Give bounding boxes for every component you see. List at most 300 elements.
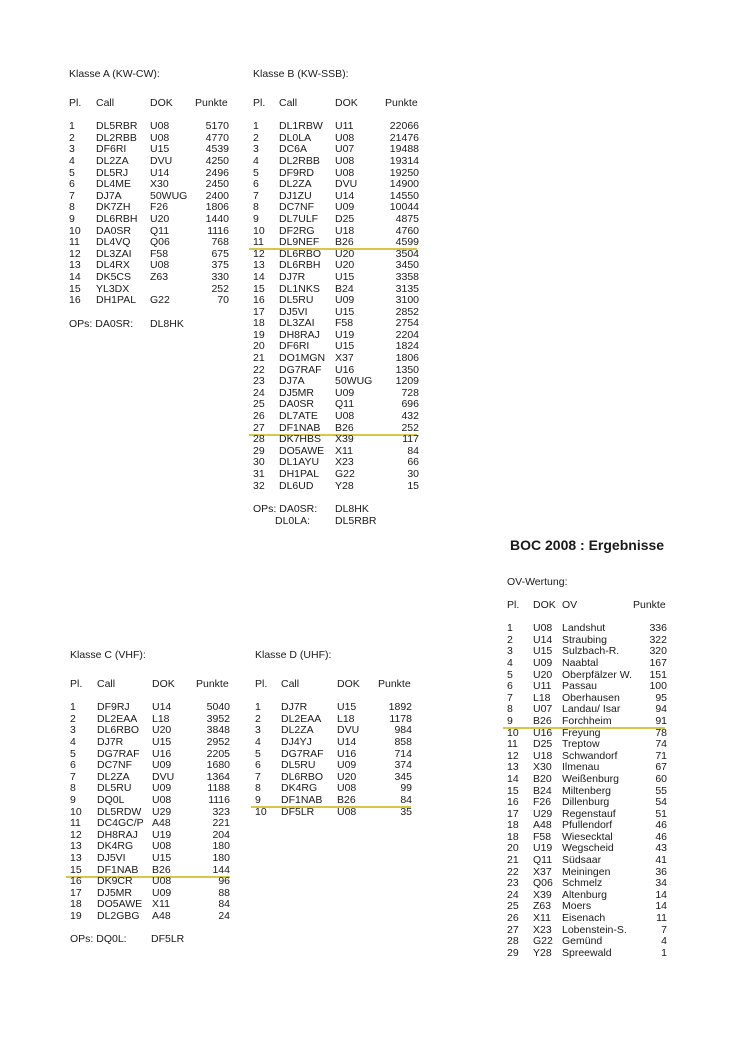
punkte-cell: 91 <box>655 714 667 727</box>
ops-label: OPs: DA0SR: <box>69 317 134 330</box>
place-cell: 9 <box>255 793 261 806</box>
place-cell: 3 <box>69 143 75 156</box>
call-cell: DL6UD <box>279 479 314 492</box>
place-cell: 8 <box>255 782 261 795</box>
dok-cell: X30 <box>150 178 169 191</box>
dok-cell: Q11 <box>533 854 553 867</box>
call-cell: DF1NAB <box>281 793 323 806</box>
dok-cell: U08 <box>152 875 172 888</box>
table-row <box>507 854 667 867</box>
table-row <box>69 294 229 307</box>
place-cell: Pl. <box>70 677 83 690</box>
place-cell: 12 <box>69 247 81 260</box>
punkte-cell: 46 <box>655 819 667 832</box>
dok-cell: X11 <box>152 898 170 911</box>
table-row <box>253 479 419 493</box>
call-cell: Call <box>279 96 298 109</box>
ov-cell: Ilmenau <box>562 761 600 774</box>
place-cell: 4 <box>253 154 259 167</box>
dok-cell: X37 <box>335 352 354 365</box>
dok-cell: U20 <box>335 247 355 260</box>
ov-cell: Freyung <box>562 726 601 739</box>
punkte-cell: 55 <box>655 784 667 797</box>
punkte-cell: 96 <box>218 875 230 888</box>
punkte-cell: 2450 <box>205 178 229 191</box>
dok-cell: U18 <box>533 749 553 762</box>
punkte-cell: 35 <box>400 805 412 818</box>
punkte-cell: 144 <box>212 863 230 876</box>
punkte-cell: 3358 <box>395 270 419 283</box>
punkte-cell: 696 <box>401 398 419 411</box>
table-row <box>253 270 419 284</box>
dok-cell: B20 <box>533 772 552 785</box>
punkte-cell: 94 <box>655 703 667 716</box>
place-cell: 4 <box>507 656 513 669</box>
place-cell: 17 <box>507 807 519 820</box>
ov-cell: Wegscheid <box>562 842 614 855</box>
dok-cell: U16 <box>533 726 553 739</box>
dok-cell: U08 <box>152 793 172 806</box>
klasse-c-table <box>70 649 230 946</box>
table-row <box>255 805 412 819</box>
dok-cell: DOK <box>150 96 173 109</box>
call-cell: DL2EAA <box>281 712 322 725</box>
ov-cell: Dillenburg <box>562 796 610 809</box>
ov-cell: Moers <box>562 900 592 913</box>
table-row <box>255 759 412 772</box>
call-cell: DL5RU <box>279 294 314 307</box>
dok-cell: DVU <box>335 178 358 191</box>
table-row <box>70 909 230 923</box>
table-row <box>253 352 419 365</box>
punkte-cell: 74 <box>655 738 667 751</box>
ov-cell: OV <box>562 598 578 611</box>
call-cell: DC4GC/P <box>97 817 144 830</box>
punkte-cell: 7 <box>661 923 667 936</box>
dok-cell: U19 <box>152 828 172 841</box>
punkte-cell: 51 <box>655 807 667 820</box>
place-cell: 7 <box>70 770 76 783</box>
place-cell: 7 <box>255 770 261 783</box>
dok-cell: U29 <box>152 805 172 818</box>
place-cell: 7 <box>69 189 75 202</box>
punkte-cell: 100 <box>649 680 667 693</box>
punkte-cell: 322 <box>649 633 667 646</box>
call-cell: DL7ATE <box>279 410 318 423</box>
dok-cell: A48 <box>152 817 171 830</box>
call-cell: DL1AYU <box>279 456 320 469</box>
call-cell: DF2RG <box>279 224 315 237</box>
table-row <box>507 772 667 786</box>
punkte-cell: 1116 <box>207 224 229 237</box>
table-row <box>507 680 667 693</box>
dok-cell: X30 <box>533 761 552 774</box>
place-cell: 28 <box>507 935 519 948</box>
dok-cell: X23 <box>335 456 354 469</box>
punkte-cell: 5040 <box>206 701 230 714</box>
table-header <box>507 598 666 612</box>
punkte-cell: 3100 <box>395 294 419 307</box>
call-cell: DJ7R <box>279 270 306 283</box>
punkte-cell: 84 <box>218 898 230 911</box>
table-row <box>507 714 667 728</box>
dok-cell: X39 <box>533 888 552 901</box>
punkte-cell: 88 <box>218 886 230 899</box>
table-row <box>507 912 667 925</box>
punkte-cell: 70 <box>217 294 229 307</box>
call-cell: DC7NF <box>279 201 315 214</box>
ops-label: OPs: DA0SR: <box>253 503 318 516</box>
punkte-cell: 66 <box>407 456 419 469</box>
ops-line <box>69 317 184 331</box>
place-cell: 11 <box>69 236 80 249</box>
place-cell: 20 <box>253 340 265 353</box>
place-cell: 32 <box>253 479 265 492</box>
dok-cell: U09 <box>335 386 355 399</box>
klasse-a-table <box>69 68 229 330</box>
place-cell: 13 <box>507 761 519 774</box>
call-cell: DL2ZA <box>279 178 312 191</box>
punkte-cell: 221 <box>212 817 230 830</box>
call-cell: DL4VQ <box>96 236 131 249</box>
punkte-cell: 4250 <box>205 154 229 167</box>
dok-cell: U08 <box>335 166 355 179</box>
punkte-cell: 345 <box>394 770 412 783</box>
place-cell: 6 <box>69 178 75 191</box>
dok-cell: G22 <box>335 468 355 480</box>
dok-cell: L18 <box>337 712 355 725</box>
punkte-cell: 2952 <box>206 735 230 748</box>
punkte-header: Punkte <box>385 96 418 109</box>
punkte-cell: 180 <box>212 840 230 853</box>
place-cell: 3 <box>253 143 259 156</box>
dok-cell: U14 <box>150 166 170 179</box>
dok-cell: U16 <box>335 363 355 376</box>
results-title: BOC 2008 : Ergebnisse <box>510 537 665 553</box>
place-cell: 2 <box>69 131 75 144</box>
call-cell: DK7HBS <box>279 433 322 446</box>
place-cell: 16 <box>507 796 519 809</box>
place-cell: 18 <box>507 830 519 843</box>
ops-line <box>70 933 185 946</box>
punkte-header: Punkte <box>633 598 666 611</box>
place-cell: Pl. <box>507 598 520 611</box>
place-cell: 27 <box>253 421 265 434</box>
ov-cell: Miltenberg <box>562 784 612 797</box>
punkte-header: Punkte <box>195 96 228 109</box>
place-cell: 17 <box>70 886 82 899</box>
dok-cell: B24 <box>533 784 552 797</box>
dok-cell: U15 <box>335 270 355 283</box>
dok-cell: X11 <box>335 444 353 457</box>
table-row <box>69 178 229 191</box>
punkte-cell: 4539 <box>205 143 229 156</box>
ov-cell: Gemünd <box>562 935 603 948</box>
call-cell: DF6RI <box>96 143 127 156</box>
place-cell: 11 <box>70 817 81 830</box>
dok-cell: B24 <box>335 282 354 295</box>
place-cell: Pl. <box>69 96 82 109</box>
dok-cell: DOK <box>533 598 556 611</box>
punkte-cell: 768 <box>211 236 229 249</box>
dok-cell: F26 <box>533 796 552 809</box>
dok-cell: U20 <box>335 259 355 272</box>
dok-cell: DVU <box>337 724 360 737</box>
call-cell: DL4ME <box>96 178 132 191</box>
place-cell: Pl. <box>255 677 268 690</box>
place-cell: 6 <box>255 759 261 772</box>
place-cell: 4 <box>70 735 76 748</box>
punkte-cell: 2204 <box>395 328 419 341</box>
dok-cell: U20 <box>150 212 170 225</box>
punkte-cell: 14 <box>655 888 667 901</box>
place-cell: 22 <box>253 363 265 376</box>
punkte-cell: 252 <box>401 421 419 434</box>
punkte-cell: 15 <box>407 479 419 492</box>
punkte-cell: 858 <box>394 735 412 748</box>
place-cell: 12 <box>253 247 265 260</box>
punkte-cell: 4760 <box>395 224 419 237</box>
punkte-cell: 330 <box>211 270 229 283</box>
place-cell: 11 <box>253 236 264 249</box>
dok-cell: L18 <box>152 712 170 725</box>
call-cell: DA0SR <box>279 398 315 411</box>
place-cell: 13 <box>69 259 81 272</box>
call-cell: DC6A <box>279 143 308 156</box>
dok-cell: Q11 <box>150 224 170 237</box>
place-cell: 2 <box>255 712 261 725</box>
ov-cell: Schwandorf <box>562 749 618 762</box>
dok-cell: Z63 <box>533 900 552 913</box>
dok-cell: U08 <box>152 840 172 853</box>
table-header <box>69 96 228 110</box>
call-cell: DJ7R <box>97 735 124 748</box>
dok-cell: U14 <box>152 701 172 714</box>
table-row <box>70 851 230 865</box>
call-cell: DJ4YJ <box>281 735 312 748</box>
place-cell: 16 <box>253 294 265 307</box>
call-cell: DC7NF <box>97 759 133 772</box>
call-cell: DL5RDW <box>97 805 142 818</box>
call-cell: DL6RBH <box>279 259 321 272</box>
call-cell: Call <box>97 677 116 690</box>
punkte-cell: 4 <box>661 935 667 948</box>
table-row <box>507 738 667 751</box>
punkte-cell: 67 <box>655 761 667 774</box>
call-cell: DJ5VI <box>279 305 308 318</box>
place-cell: 23 <box>507 877 519 890</box>
call-cell: DJ5VI <box>97 851 126 864</box>
call-cell: DL6RBO <box>97 724 140 737</box>
table-row <box>253 178 419 191</box>
punkte-cell: 2400 <box>205 189 229 202</box>
dok-cell: X39 <box>335 433 354 446</box>
place-cell: 29 <box>253 444 265 457</box>
dok-cell: U14 <box>337 735 357 748</box>
klasse-b-table <box>253 68 419 527</box>
call-cell: DL0LA <box>279 131 312 144</box>
ops-value: DF5LR <box>151 933 185 946</box>
punkte-cell: 36 <box>655 865 667 878</box>
table-row <box>70 735 230 749</box>
punkte-cell: 1 <box>661 946 667 959</box>
dok-cell: U08 <box>150 259 170 272</box>
punkte-cell: 675 <box>211 247 229 260</box>
punkte-cell: 4875 <box>395 212 419 225</box>
table-row <box>507 796 667 809</box>
dok-cell: U08 <box>335 154 355 167</box>
ov-cell: Landshut <box>562 622 606 635</box>
punkte-cell: 99 <box>400 782 412 795</box>
place-cell: 18 <box>70 898 82 911</box>
punkte-cell: 71 <box>655 749 667 762</box>
dok-cell: Q06 <box>150 236 170 249</box>
ov-cell: Regenstauf <box>562 807 616 820</box>
place-cell: 12 <box>70 828 82 841</box>
dok-cell: U16 <box>337 747 357 760</box>
punkte-cell: 43 <box>655 842 667 855</box>
dok-cell: DVU <box>152 770 175 783</box>
place-cell: 10 <box>255 805 267 818</box>
call-cell: DL5RU <box>97 782 132 795</box>
punkte-cell: 374 <box>394 759 412 772</box>
call-cell: DF5LR <box>281 805 315 818</box>
dok-cell: U15 <box>152 735 172 748</box>
dok-cell: G22 <box>533 935 553 948</box>
dok-cell: B26 <box>335 236 354 249</box>
call-cell: DL5RJ <box>96 166 129 179</box>
place-cell: 30 <box>253 456 265 469</box>
dok-cell: U08 <box>337 805 357 818</box>
ov-cell: Spreewald <box>562 946 612 959</box>
table-row <box>70 817 230 830</box>
place-cell: 8 <box>70 782 76 795</box>
place-cell: 1 <box>70 701 76 714</box>
punkte-cell: 1806 <box>205 201 229 214</box>
place-cell: 3 <box>70 724 76 737</box>
punkte-cell: 78 <box>655 726 667 739</box>
ov-cell: Wiesecktal <box>562 830 613 843</box>
table-row <box>69 154 229 168</box>
place-cell: 14 <box>507 772 519 785</box>
table-row <box>507 946 667 960</box>
call-cell: DJ1ZU <box>279 189 312 202</box>
ov-cell: Forchheim <box>562 714 612 727</box>
call-cell: DK4RG <box>97 840 134 853</box>
dok-cell: Z63 <box>150 270 169 283</box>
place-cell: 5 <box>69 166 75 179</box>
call-cell: DF1NAB <box>97 863 139 876</box>
place-cell: 21 <box>507 854 519 867</box>
dok-cell: U16 <box>152 747 172 760</box>
dok-cell: Y28 <box>533 946 552 959</box>
call-cell: DO5AWE <box>279 444 325 457</box>
punkte-cell: 54 <box>655 796 667 809</box>
dok-cell: B26 <box>152 863 171 876</box>
dok-cell: DOK <box>335 96 358 109</box>
klasse-d-title: Klasse D (UHF): <box>255 649 332 661</box>
table-header <box>253 96 418 110</box>
punkte-cell: 1440 <box>205 212 229 225</box>
punkte-cell: 167 <box>649 656 667 669</box>
ov-wertung-table <box>507 576 667 959</box>
punkte-cell: 84 <box>400 793 412 806</box>
punkte-cell: 14550 <box>389 189 419 202</box>
punkte-cell: 432 <box>401 410 419 423</box>
table-row <box>69 236 229 249</box>
ov-cell: Schmelz <box>562 877 603 890</box>
ov-wertung-title: OV-Wertung: <box>507 576 568 588</box>
place-cell: 8 <box>253 201 259 214</box>
place-cell: 13 <box>253 259 265 272</box>
place-cell: 3 <box>507 645 513 658</box>
punkte-cell: 204 <box>212 828 230 841</box>
place-cell: 25 <box>507 900 519 913</box>
place-cell: 4 <box>255 735 261 748</box>
ov-cell: Landau/ Isar <box>562 703 621 716</box>
punkte-cell: 34 <box>655 877 667 890</box>
punkte-cell: 19314 <box>389 154 419 167</box>
call-cell: DL2EAA <box>97 712 138 725</box>
punkte-cell: 11 <box>656 912 667 925</box>
place-cell: 18 <box>507 819 519 832</box>
call-cell: DF9RJ <box>97 701 130 714</box>
punkte-cell: 151 <box>649 668 667 681</box>
call-cell: DL3ZAI <box>96 247 132 260</box>
place-cell: 10 <box>69 224 81 237</box>
dok-cell: U15 <box>533 645 553 658</box>
dok-cell: F58 <box>335 317 354 330</box>
punkte-cell: 1680 <box>206 759 230 772</box>
punkte-cell: 117 <box>402 433 419 446</box>
place-cell: 11 <box>507 738 518 751</box>
punkte-cell: 180 <box>212 851 230 864</box>
call-cell: DL5RU <box>281 759 316 772</box>
dok-cell: X37 <box>533 865 552 878</box>
place-cell: 1 <box>253 120 259 133</box>
call-cell: DL1NKS <box>279 282 320 295</box>
call-cell: DF6RI <box>279 340 310 353</box>
place-cell: 9 <box>507 714 513 727</box>
ops-value: DL8HK <box>335 503 369 516</box>
call-cell: DJ7A <box>96 189 122 202</box>
place-cell: 8 <box>507 703 513 716</box>
dok-cell: U09 <box>152 759 172 772</box>
dok-cell: A48 <box>533 819 552 832</box>
table-row <box>253 236 419 249</box>
place-cell: 16 <box>70 875 82 888</box>
punkte-cell: 984 <box>394 724 412 737</box>
call-cell: DH1PAL <box>279 468 320 480</box>
dok-cell: B26 <box>337 793 356 806</box>
dok-cell: U14 <box>533 633 553 646</box>
dok-cell: L18 <box>533 691 551 704</box>
table-header <box>255 677 411 691</box>
place-cell: 13 <box>70 851 82 864</box>
punkte-cell: 320 <box>649 645 667 658</box>
punkte-cell: 3848 <box>206 724 230 737</box>
punkte-header: Punkte <box>196 677 229 690</box>
place-cell: 27 <box>507 923 519 936</box>
place-cell: 5 <box>507 668 513 681</box>
dok-cell: D25 <box>335 212 355 225</box>
dok-cell: U18 <box>335 224 355 237</box>
punkte-cell: 41 <box>655 854 667 867</box>
dok-cell: DOK <box>337 677 360 690</box>
place-cell: 1 <box>507 622 513 635</box>
call-cell: DH8RAJ <box>97 828 138 841</box>
dok-cell: Q06 <box>533 877 553 890</box>
